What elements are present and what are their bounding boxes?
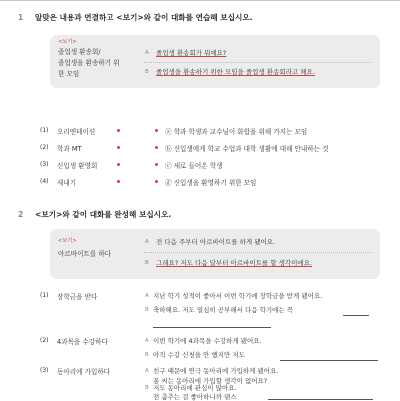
q1-item-term: 신입생 환영회 [57, 162, 98, 170]
match-dot-right[interactable] [155, 129, 158, 132]
q1-example-box [50, 35, 380, 88]
q1-example-term-line: 졸업생 환송회/ [58, 48, 101, 56]
q1-item-term: 학과 MT [57, 145, 82, 153]
speaker-a-label: A [145, 239, 149, 245]
match-dot-right[interactable] [155, 180, 158, 183]
q1-item-index: (2) [40, 144, 49, 151]
answer-blank[interactable] [280, 360, 378, 361]
match-dot-left[interactable] [117, 180, 120, 183]
q2-instruction: <보기>와 같이 대화를 완성해 보십시오. [35, 210, 172, 219]
speaker-a-label: A [145, 293, 149, 299]
q2-item-a-text: 이번 학기에 4과목을 수강하게 됐어요. [153, 337, 262, 345]
q2-item-index: (3) [40, 367, 49, 374]
q1-example-term [58, 47, 120, 80]
q1-item-definition: ⓓ 신입생을 환영하기 위한 모임 [165, 179, 257, 187]
q2-example-b-text: 그래요? 저도 다음 달부터 아르바이트를 할 생각이에요. [156, 259, 313, 267]
top-rule [0, 0, 400, 1]
match-dot-left[interactable] [117, 146, 120, 149]
dialog-separator [144, 252, 372, 253]
q1-example-tag: <보기> [58, 39, 77, 45]
speaker-b-label: B [145, 307, 149, 313]
q1-number: 1 [18, 13, 24, 22]
speaker-b-label: B [145, 352, 149, 358]
q1-example-term-line: 졸업생을 환송하기 위 [58, 59, 120, 67]
speaker-a-label: A [145, 338, 149, 344]
speaker-b-label: B [145, 385, 149, 391]
match-dot-right[interactable] [155, 146, 158, 149]
q1-item-index: (4) [40, 178, 49, 185]
q2-item-prompt: 장학금을 받다 [57, 293, 98, 301]
speaker-b-label: B [145, 69, 149, 75]
q1-item-term: 새내기 [57, 179, 77, 187]
q1-item-definition: ⓐ 학과 학생과 교수님이 화합을 위해 가지는 모임 [165, 128, 308, 136]
q1-example-a-text: 졸업생 환송회가 뭐예요? [156, 49, 227, 57]
q2-item-index: (1) [40, 292, 49, 299]
q2-item-a-text: 지난 학기 성적이 좋아서 이번 학기에 장학금을 받게 됐어요. [153, 292, 323, 300]
q1-heading [18, 12, 253, 23]
dialog-separator [144, 62, 372, 63]
q2-item-index: (2) [40, 337, 49, 344]
q1-item-index: (3) [40, 161, 49, 168]
q1-instruction: 알맞은 내용과 연결하고 <보기>와 같이 대화를 연습해 보십시오. [35, 13, 253, 22]
q1-item-term: 오리엔테이션 [57, 128, 96, 136]
q2-number: 2 [18, 210, 24, 219]
q1-item-definition: ⓒ 새로 들어온 학생 [165, 162, 223, 170]
q2-example-a-text: 전 다음 주부터 아르바이트를 하게 됐어요. [156, 238, 276, 246]
speaker-a-label: A [145, 368, 149, 374]
q1-item-index: (1) [40, 127, 49, 134]
q2-example-box [50, 229, 380, 279]
answer-blank[interactable] [153, 327, 271, 328]
q2-item-prompt: 동아리에 가입하다 [57, 368, 111, 376]
q1-example-term-line: 한 모임 [58, 70, 80, 78]
match-dot-right[interactable] [155, 163, 158, 166]
q2-item-b-text: 아직 수강 신청을 안 했지만 저도 [153, 351, 245, 359]
q2-item-a-text: 친구 때문에 연극 동아리에 가입하게 됐어요. [153, 367, 279, 375]
q1-example-b-text: 졸업생을 환송하기 위한 모임을 졸업생 환송회라고 해요. [156, 68, 315, 76]
q2-example-tag: <보기> [58, 238, 77, 244]
match-dot-left[interactable] [117, 129, 120, 132]
q2-heading [18, 209, 171, 220]
q1-item-definition: ⓑ 신입생에게 학교 수업과 대학 생활에 대해 안내하는 것 [165, 145, 329, 153]
q2-item-b-text: 축하해요. 저도 열심히 공부해서 다음 학기에는 꼭 [153, 306, 294, 314]
q2-item-prompt: 4과목을 수강하다 [57, 338, 108, 346]
speaker-b-label: B [145, 260, 149, 266]
answer-blank[interactable] [343, 315, 369, 316]
q2-item-b-text: 저도 동아리에 관심이 많아요. [153, 384, 237, 392]
q2-example-term: 아르바이트를 하다 [58, 250, 112, 258]
q2-item-b-text: 전 춤추는 걸 좋아하니까 댄스 [153, 393, 237, 401]
speaker-a-label: A [145, 50, 149, 56]
q2-item-a-text: 퐁 씨는 동아리에 가입할 생각이 없어요? [153, 377, 268, 385]
match-dot-left[interactable] [117, 163, 120, 166]
